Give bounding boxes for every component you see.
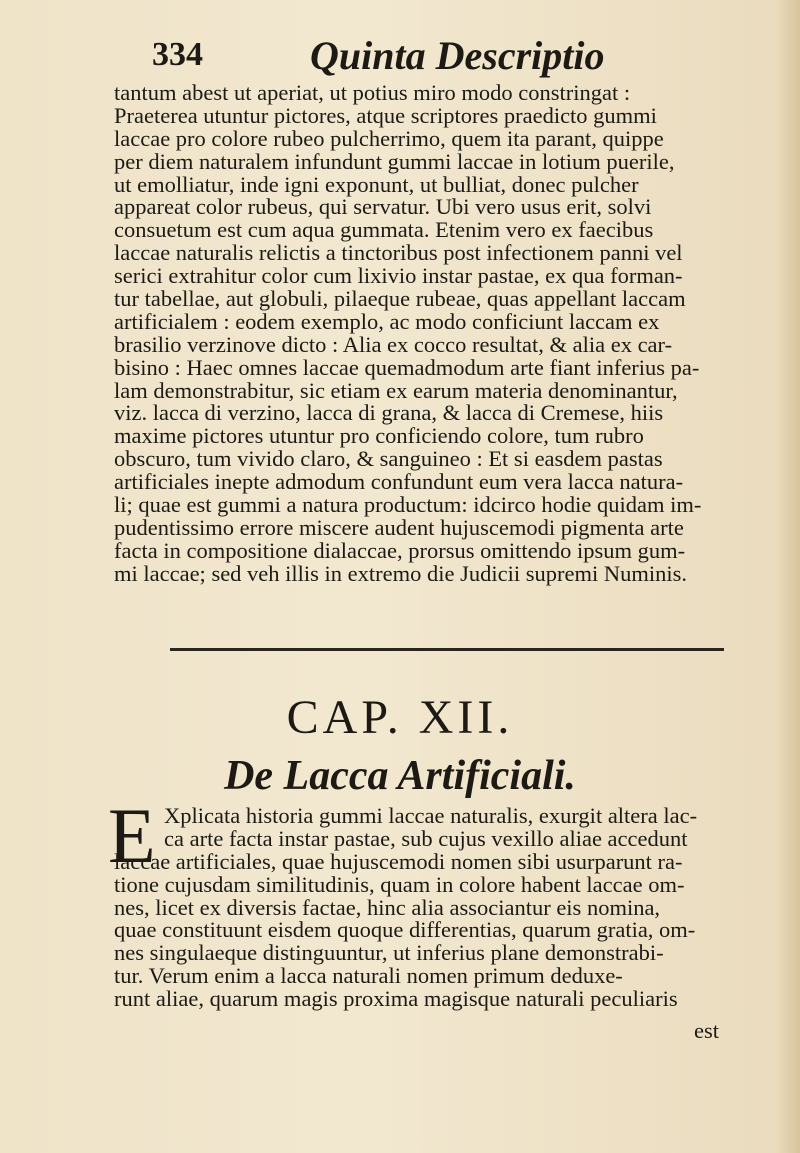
text-line: mi laccae; sed veh illis in extremo die Judicii supremi Numinis. — [114, 560, 688, 586]
text-line: tantum abest ut aperiat, ut potius miro modo constringat : — [114, 80, 631, 105]
text-line: artificialem : eodem exemplo, ac modo conficiunt laccam ex — [114, 308, 660, 334]
page-number: 334 — [152, 36, 203, 73]
text-line: quae constituunt eisdem quoque differentias, quarum gratia, om- — [114, 917, 696, 943]
text-line: laccae pro colore rubeo pulcherrimo, quem ita parant, quippe — [114, 125, 664, 151]
running-title: Quinta Descriptio — [310, 33, 605, 78]
text-line: facta in compositione dialaccae, prorsus omittendo ipsum gum- — [114, 537, 686, 563]
text-line: pudentissimo errore miscere audent hujuscemodi pigmenta arte — [114, 514, 684, 540]
text-line: ut emolliatur, inde igni exponunt, ut bulliat, donec pulcher — [114, 171, 639, 197]
text-line: runt aliae, quarum magis proxima magisque naturali peculiaris — [114, 986, 678, 1012]
text-line: obscuro, tum vivido claro, & sanguineo : Et si easdem pastas — [114, 446, 663, 472]
text-line: nes, licet ex diversis factae, hinc alia associantur eis nomina, — [114, 894, 661, 920]
text-line: tur tabellae, aut globuli, pilaeque rubeae, quas appellant laccam — [114, 286, 686, 312]
lower-text-block — [114, 805, 734, 1011]
text-line: li; quae est gummi a natura productum: idcirco hodie quidam im- — [114, 492, 702, 518]
text-line: viz. lacca di verzino, lacca di grana, & lacca di Cremese, hiis — [114, 400, 664, 426]
text-line: bisino : Haec omnes laccae quemadmodum arte fiant inferius pa- — [114, 354, 700, 380]
text-line: lam demonstrabitur, sic etiam ex earum materia denominantur, — [114, 377, 678, 403]
text-line: laccae naturalis relictis a tinctoribus post infectionem panni vel — [114, 240, 683, 266]
drop-cap: E — [108, 792, 156, 879]
text-line: nes singulaeque distinguuntur, ut inferius plane demonstrabi- — [114, 940, 664, 966]
text-line: Praeterea utuntur pictores, atque scriptores praedicto gummi — [114, 102, 657, 128]
text-line: laccae artificiales, quae hujuscemodi nomen sibi usurparunt ra- — [114, 848, 683, 874]
text-line: brasilio verzinove dicto : Alia ex cocco resultat, & alia ex car- — [114, 331, 673, 357]
chapter-title: De Lacca Artificiali. — [224, 753, 576, 799]
page-header — [142, 26, 662, 86]
section-divider — [170, 648, 724, 651]
text-line: tione cujusdam similitudinis, quam in colore habent laccae om- — [114, 871, 685, 897]
catchword: est — [694, 1018, 719, 1043]
chapter-heading: CAP. XII. — [286, 691, 514, 744]
text-line: artificiales inepte admodum confundunt eum vera lacca natura- — [114, 469, 684, 495]
text-line: appareat color rubeus, qui servatur. Ubi vero usus erit, solvi — [114, 194, 652, 220]
text-line: ca arte facta instar pastae, sub cujus vexillo aliae accedunt — [164, 825, 688, 851]
text-line: Xplicata historia gummi laccae naturalis, exurgit altera lac- — [164, 803, 698, 828]
text-line: tur. Verum enim a lacca naturali nomen primum deduxe- — [114, 963, 623, 989]
text-line: consuetum est cum aqua gummata. Etenim vero ex faecibus — [114, 217, 654, 243]
text-line: serici extrahitur color cum lixivio instar pastae, ex qua forman- — [114, 263, 683, 289]
text-line: maxime pictores utuntur pro conficiendo colore, tum rubro — [114, 423, 644, 449]
text-line: per diem naturalem infundunt gummi laccae in lotium puerile, — [114, 148, 675, 174]
upper-text-block — [114, 82, 734, 586]
